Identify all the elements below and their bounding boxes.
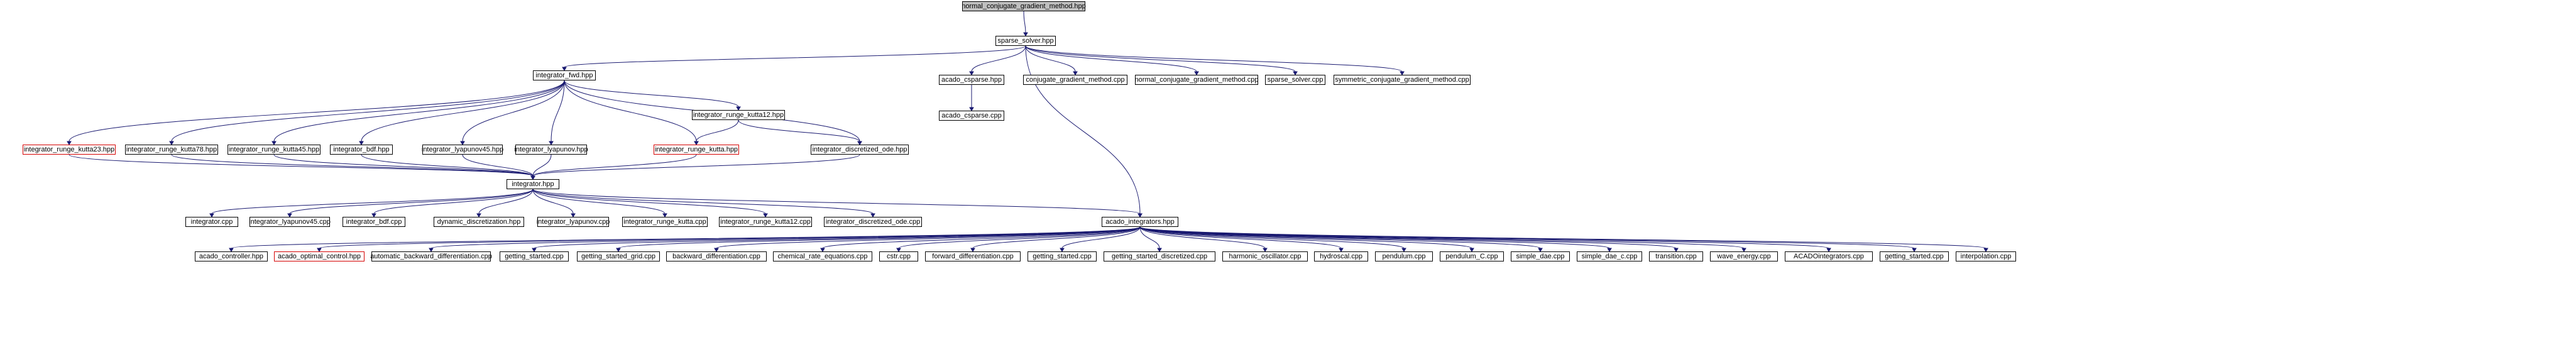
graph-edge [618, 227, 1140, 248]
graph-node[interactable]: integrator_runge_kutta.cpp [622, 217, 708, 227]
graph-edge [290, 189, 533, 214]
graph-edge [1026, 46, 1295, 72]
graph-edge [696, 120, 738, 141]
graph-node[interactable]: getting_started.cpp [500, 251, 569, 261]
graph-node[interactable]: interpolation.cpp [1956, 251, 2016, 261]
graph-edge [533, 189, 765, 214]
graph-edge [274, 80, 564, 141]
graph-edge [564, 46, 1026, 67]
graph-node[interactable]: conjugate_gradient_method.cpp [1023, 75, 1127, 85]
graph-node[interactable]: transition.cpp [1649, 251, 1703, 261]
graph-node[interactable]: backward_differentiation.cpp [666, 251, 767, 261]
graph-edge [738, 120, 860, 141]
graph-node[interactable]: integrator_discretized_ode.hpp [811, 145, 909, 155]
graph-node[interactable]: getting_started.cpp [1880, 251, 1949, 261]
graph-node[interactable]: harmonic_oscillator.cpp [1222, 251, 1308, 261]
graph-node[interactable]: integrator_runge_kutta23.hpp [23, 145, 116, 155]
graph-node[interactable]: forward_differentiation.cpp [925, 251, 1021, 261]
graph-node[interactable]: integrator_runge_kutta12.hpp [692, 110, 785, 120]
graph-edge [533, 189, 665, 214]
graph-edge [1026, 46, 1140, 214]
graph-node[interactable]: pendulum.cpp [1375, 251, 1433, 261]
graph-node[interactable]: hydroscal.cpp [1314, 251, 1368, 261]
graph-edge [361, 80, 564, 141]
graph-edge [1026, 46, 1402, 72]
graph-node[interactable]: normal_conjugate_gradient_method.cpp [1135, 75, 1258, 85]
graph-node[interactable]: cstr.cpp [879, 251, 918, 261]
graph-node[interactable]: getting_started_grid.cpp [577, 251, 660, 261]
graph-node[interactable]: integrator_lyapunov.cpp [537, 217, 609, 227]
graph-edge [172, 155, 533, 176]
graph-node[interactable]: ACADOintegrators.cpp [1785, 251, 1873, 261]
graph-node[interactable]: integrator_bdf.hpp [330, 145, 393, 155]
graph-node[interactable]: getting_started.cpp [1028, 251, 1097, 261]
graph-node[interactable]: integrator_lyapunov.hpp [515, 145, 587, 155]
graph-edge [1024, 11, 1026, 33]
graph-node[interactable]: pendulum_C.cpp [1440, 251, 1504, 261]
graph-edge [212, 189, 533, 214]
graph-edge [69, 80, 564, 141]
graph-edge [1026, 46, 1197, 72]
graph-node[interactable]: integrator_runge_kutta78.hpp [125, 145, 218, 155]
graph-node[interactable]: integrator_bdf.cpp [343, 217, 405, 227]
graph-edge [172, 80, 564, 141]
graph-node[interactable]: integrator_runge_kutta.hpp [654, 145, 739, 155]
graph-node[interactable]: sparse_solver.hpp [995, 36, 1056, 46]
graph-node[interactable]: integrator_lyapunov45.hpp [422, 145, 503, 155]
graph-node[interactable]: simple_dae_c.cpp [1577, 251, 1642, 261]
graph-node[interactable]: acado_csparse.hpp [939, 75, 1004, 85]
graph-node[interactable]: integrator.hpp [507, 179, 559, 189]
graph-node[interactable]: getting_started_discretized.cpp [1104, 251, 1215, 261]
graph-node[interactable]: wave_energy.cpp [1710, 251, 1778, 261]
graph-node[interactable]: acado_controller.hpp [195, 251, 268, 261]
graph-edge [564, 80, 738, 107]
graph-node[interactable]: simple_dae.cpp [1511, 251, 1570, 261]
graph-edge [972, 46, 1026, 72]
graph-node[interactable]: integrator_discretized_ode.cpp [824, 217, 922, 227]
graph-node[interactable]: dynamic_discretization.hpp [434, 217, 524, 227]
graph-node[interactable]: automatic_backward_differentiation.cpp [371, 251, 491, 261]
graph-node[interactable]: integrator_runge_kutta12.cpp [719, 217, 812, 227]
graph-node[interactable]: integrator_fwd.hpp [533, 70, 596, 80]
graph-node[interactable]: chemical_rate_equations.cpp [773, 251, 872, 261]
graph-node[interactable]: integrator.cpp [185, 217, 238, 227]
graph-node[interactable]: symmetric_conjugate_gradient_method.cpp [1334, 75, 1471, 85]
graph-edge [533, 155, 696, 176]
graph-node[interactable]: sparse_solver.cpp [1265, 75, 1325, 85]
graph-edge [564, 80, 696, 141]
graph-node[interactable]: integrator_runge_kutta45.hpp [227, 145, 321, 155]
graph-node[interactable]: acado_integrators.hpp [1102, 217, 1178, 227]
graph-node[interactable]: integrator_lyapunov45.cpp [249, 217, 330, 227]
graph-node[interactable]: acado_optimal_control.hpp [274, 251, 364, 261]
graph-edge [231, 227, 1140, 248]
graph-edge [533, 155, 860, 176]
graph-node[interactable]: normal_conjugate_gradient_method.hpp [962, 1, 1085, 11]
graph-node[interactable]: acado_csparse.cpp [939, 111, 1004, 121]
graph-edge [69, 155, 533, 176]
